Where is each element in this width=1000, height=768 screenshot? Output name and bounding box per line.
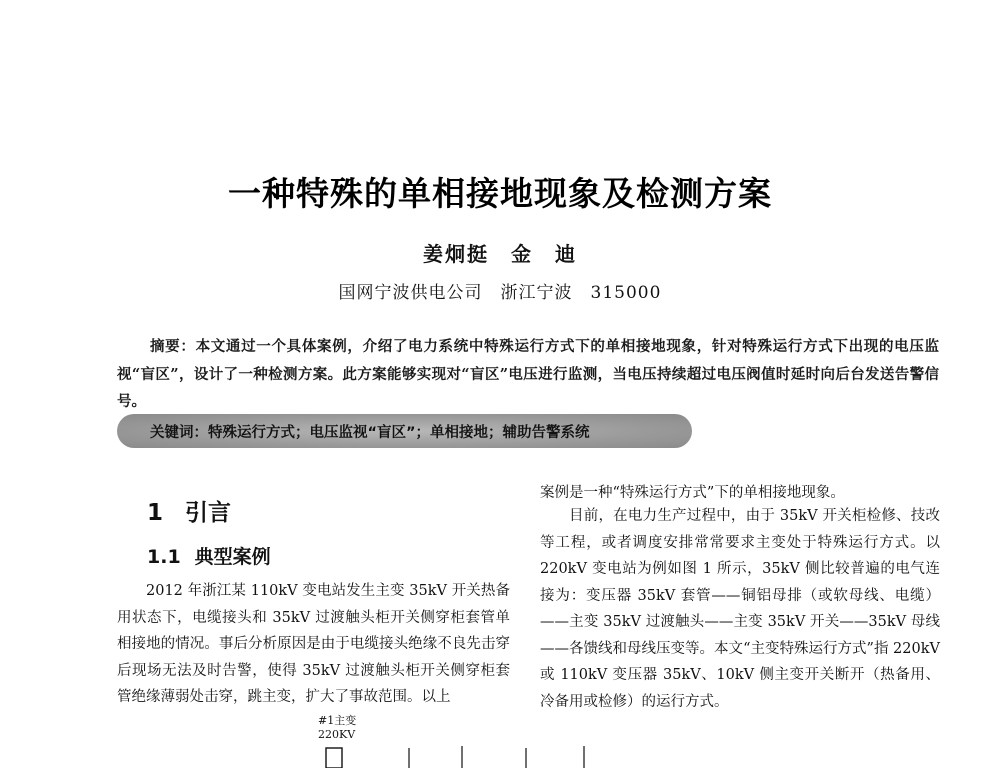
- right-column-paragraph-1: 案例是一种“特殊运行方式”下的单相接地现象。: [540, 485, 845, 501]
- subsection-number: 1.1: [147, 546, 181, 568]
- figure-1-diagram: [318, 742, 618, 768]
- figure-label: [318, 714, 356, 742]
- subsection-heading-1-1: [147, 542, 271, 569]
- figure-label-transformer: #1主变: [318, 714, 357, 727]
- abstract-label: 摘要：: [150, 339, 196, 355]
- section-heading-1: [147, 494, 231, 527]
- paper-authors: 姜炯挺 金 迪: [423, 242, 577, 266]
- paper-affiliation: 国网宁波供电公司 浙江宁波 315000: [338, 283, 662, 303]
- subsection-title: 典型案例: [194, 546, 271, 568]
- keywords-text: 特殊运行方式；电压监视“盲区”；单相接地；辅助告警系统: [208, 425, 590, 441]
- left-column-paragraph: 2012 年浙江某 110kV 变电站发生主变 35kV 开关热备用状态下，电缆接头和 35kV 过渡触头柜开关侧穿柜套管单相接地的情况。事后分析原因是由于电缆接头绝缘不良先击穿后现场无法及时告警，使得 35kV 过渡触头柜开关侧穿柜套管绝缘薄弱处击穿，跳主变，扩大了事故范围。以上: [117, 583, 510, 705]
- abstract: [117, 333, 939, 415]
- abstract-text: 本文通过一个具体案例，介绍了电力系统中特殊运行方式下的单相接地现象，针对特殊运行方式下出现的电压监视“盲区”，设计了一种检测方案。此方案能够实现对“盲区”电压进行监测，当电压持续超过电压阀值时延时向后台发送告警信号。: [117, 338, 939, 410]
- section-number: 1: [147, 500, 164, 526]
- keywords: [150, 421, 590, 442]
- paper-title: 一种特殊的单相接地现象及检测方案: [228, 174, 772, 213]
- transformer-box: [326, 748, 342, 768]
- figure-1-svg: [318, 742, 618, 768]
- section-title: 引言: [185, 500, 232, 526]
- right-column-paragraph-2: 目前，在电力生产过程中，由于 35kV 开关柜检修、技改等工程，或者调度安排常常要求主变处于特殊运行方式。以 220kV 变电站为例如图 1 所示，35kV 侧比较普遍的电气连接为：变压器 35kV 套管——铜铝母排（或软母线、电缆）——主变 35kV 过渡触头——主变 35kV 开关——35kV 母线——各馈线和母线压变等。本文“主变特殊运行方式”指 220kV 或 110kV 变压器 35kV、10kV 侧主变开关断开（热备用、冷备用或检修）的运行方式。: [540, 508, 940, 710]
- figure-label-voltage: 220KV: [318, 728, 356, 741]
- keywords-label: 关键词：: [150, 425, 208, 441]
